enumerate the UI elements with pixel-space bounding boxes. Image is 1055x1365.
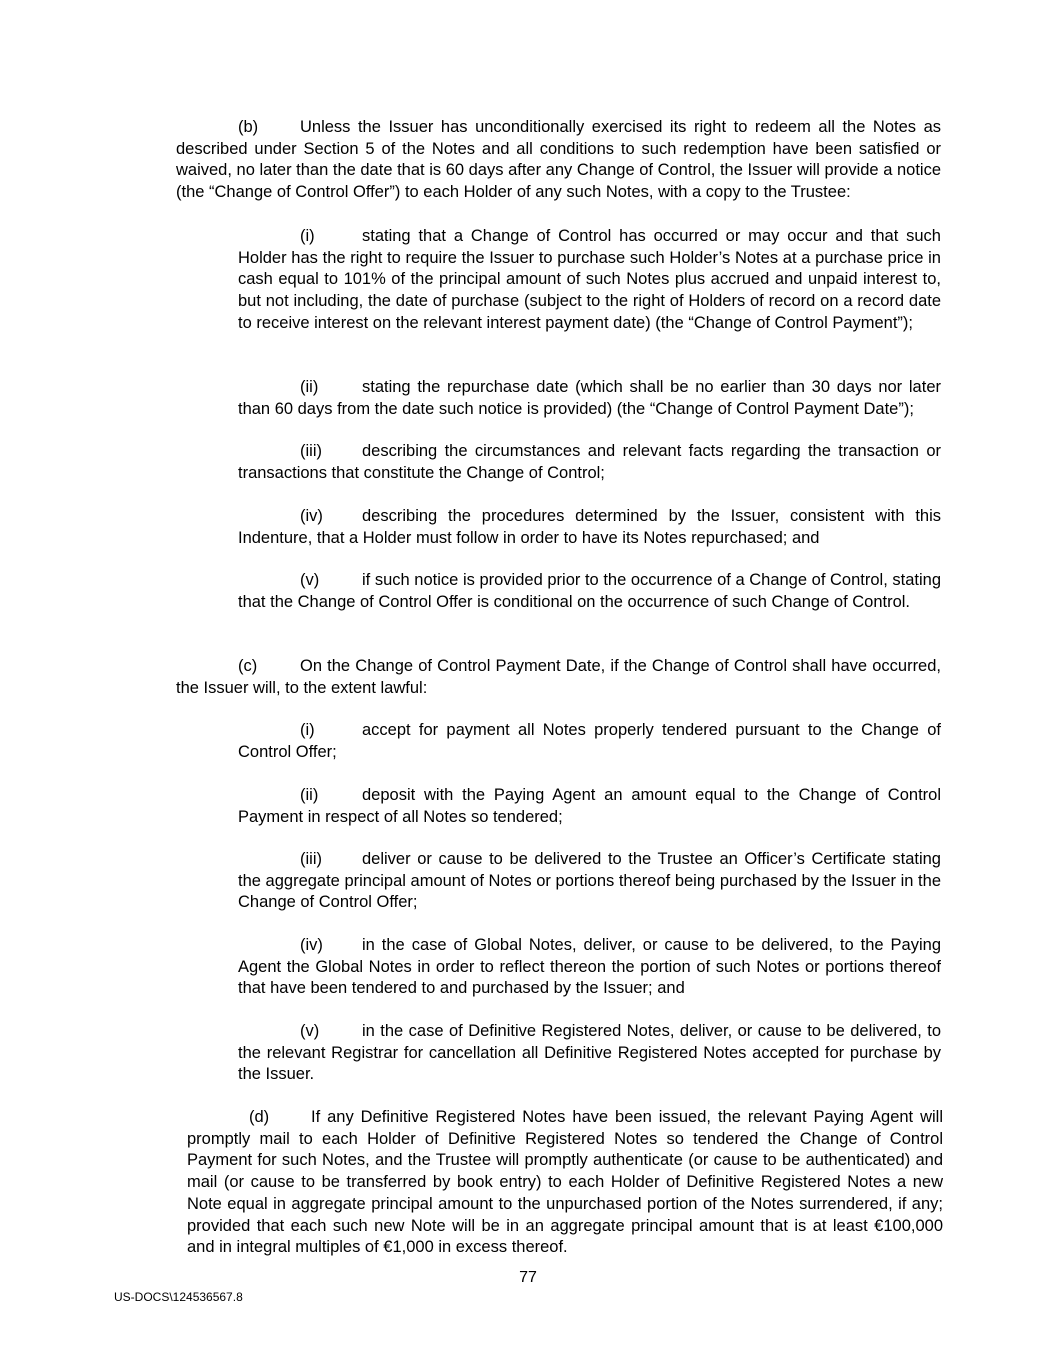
item-label: (iii) (300, 850, 322, 868)
paragraph-d (187, 1107, 943, 1259)
item-text: if such notice is provided prior to the occurrence of a Change of Control, stating that the Change of Control Offer is conditional on the occurrence of such Change of Control. (238, 571, 941, 611)
item-text: stating that a Change of Control has occurred or may occur and that such Holder has the right to require the Issuer to purchase such Holder’s Notes at a purchase price in cash equal to 101% of the principal amount of such Notes plus accrued and unpaid interest to, but not including, the date of purchase (subject to the right of Holders of record on a record date to receive interest on the relevant interest payment date) (the “Change of Control Payment”); (238, 227, 941, 332)
item-label: (i) (300, 227, 315, 245)
paragraph-b-item-i (238, 226, 941, 335)
item-label: (ii) (300, 378, 319, 396)
item-label: (ii) (300, 786, 319, 804)
paragraph-c-item-ii (238, 785, 941, 828)
item-label: (iii) (300, 442, 322, 460)
item-label: (iv) (300, 507, 323, 525)
item-text: stating the repurchase date (which shall be no earlier than 30 days nor later than 60 days from the date such notice is provided) (the “Change of Control Payment Date”); (238, 378, 941, 418)
item-label: (iv) (300, 936, 323, 954)
paragraph-c-text: On the Change of Control Payment Date, if the Change of Control shall have occurred, the Issuer will, to the extent lawful: (176, 657, 941, 697)
paragraph-b-item-iv (238, 506, 941, 549)
paragraph-b-item-iii (238, 441, 941, 484)
page-number: 77 (519, 1269, 537, 1286)
item-text: describing the circumstances and relevant facts regarding the transaction or transactions that constitute the Change of Control; (238, 442, 941, 482)
item-text: deposit with the Paying Agent an amount equal to the Change of Control Payment in respect of all Notes so tendered; (238, 786, 941, 826)
paragraph-c-item-iii (238, 849, 941, 914)
document-id: US-DOCS\124536567.8 (114, 1290, 243, 1304)
paragraph-c-label: (c) (238, 657, 258, 675)
paragraph-d-text: If any Definitive Registered Notes have been issued, the relevant Paying Agent will promptly mail to each Holder of Definitive Registered Notes so tendered the Change of Control Payment for such Notes, and the Trustee will promptly authenticate (or cause to be authenticated) and mail (or cause to be transferred by book entry) to each Holder of Definitive Registered Notes a new Note equal in aggregate principal amount to the unpurchased portion of the Notes surrendered, if any; provided that each such new Note will be in an aggregate principal amount that is at least €100,000 and in integral multiples of €1,000 in excess thereof. (187, 1108, 943, 1257)
item-label: (v) (300, 571, 320, 589)
item-label: (i) (300, 721, 315, 739)
item-label: (v) (300, 1022, 320, 1040)
item-text: in the case of Global Notes, deliver, or cause to be delivered, to the Paying Agent the Global Notes in order to reflect thereon the portion of such Notes or portions thereof that have been tendered to and purchased by the Issuer; and (238, 936, 941, 998)
item-text: in the case of Definitive Registered Notes, deliver, or cause to be delivered, to the relevant Registrar for cancellation all Definitive Registered Notes accepted for purchase by the Issuer. (238, 1022, 941, 1084)
paragraph-c-item-v (238, 1021, 941, 1086)
paragraph-c-item-iv (238, 935, 941, 1000)
item-text: accept for payment all Notes properly tendered pursuant to the Change of Control Offer; (238, 721, 941, 761)
paragraph-c-item-i (238, 720, 941, 763)
paragraph-b-item-ii (238, 377, 941, 420)
paragraph-d-label: (d) (249, 1108, 270, 1126)
paragraph-b-label: (b) (238, 118, 259, 136)
paragraph-c (176, 656, 941, 699)
item-text: deliver or cause to be delivered to the Trustee an Officer’s Certificate stating the aggregate principal amount of Notes or portions thereof being purchased by the Issuer in the Change of Control Offer; (238, 850, 941, 912)
paragraph-b-text: Unless the Issuer has unconditionally exercised its right to redeem all the Notes as described under Section 5 of the Notes and all conditions to such redemption have been satisfied or waived, no later than the date that is 60 days after any Change of Control, the Issuer will provide a notice (the “Change of Control Offer”) to each Holder of any such Notes, with a copy to the Trustee: (176, 118, 941, 202)
paragraph-b-item-v (238, 570, 941, 613)
item-text: describing the procedures determined by the Issuer, consistent with this Indenture, that a Holder must follow in order to have its Notes repurchased; and (238, 507, 941, 547)
paragraph-b (176, 117, 941, 204)
